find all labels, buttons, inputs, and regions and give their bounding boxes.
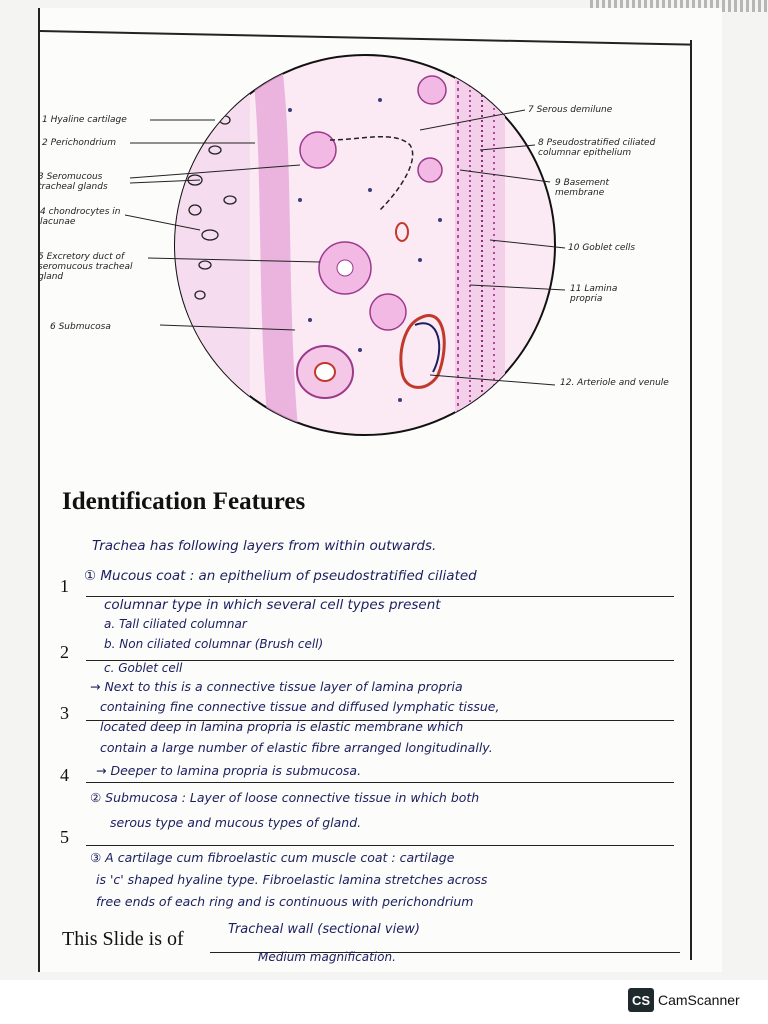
camscanner-watermark [628,988,740,1012]
diagram-label-2: 2 Perichondrium [42,138,116,148]
diagram-label-4: 4 chondrocytes in lacunae [40,207,121,227]
answer-rule-4 [86,782,674,783]
diagram-label-7: 7 Serous demilune [528,105,613,115]
note-line-3: a. Tall ciliated columnar [104,617,247,631]
slide-answer-2: Medium magnification. [258,950,396,964]
note-line-15: free ends of each ring and is continuous with perichondrium [96,894,474,909]
note-line-5: c. Goblet cell [104,661,183,675]
note-line-13: ③ A cartilage cum fibroelastic cum muscle coat : cartilage [90,850,455,865]
note-line-12: serous type and mucous types of gland. [110,815,362,830]
note-line-4: b. Non ciliated columnar (Brush cell) [104,637,324,651]
slide-label: This Slide is of [62,928,184,950]
diagram-label-8: 8 Pseudostratified ciliated columnar epithelium [538,138,656,158]
diagram-label-10: 10 Goblet cells [568,243,636,253]
note-line-0: Trachea has following layers from within outwards. [92,538,437,554]
diagram-label-6: 6 Submucosa [50,322,111,332]
note-line-7: containing fine connective tissue and diffused lymphatic tissue, [100,699,500,714]
diagram-label-3: 3 Seromucous tracheal glands [38,172,108,192]
diagram-label-5: 5 Excretory duct of seromucous tracheal gland [38,252,133,282]
note-line-11: ② Submucosa : Layer of loose connective tissue in which both [90,790,480,805]
row-number-5: 5 [60,827,69,847]
note-line-9: contain a large number of elastic fibre arranged longitudinally. [100,740,493,755]
diagram-label-9: 9 Basement membrane [555,178,610,198]
note-line-8: located deep in lamina propria is elastic membrane which [100,719,464,734]
note-line-6: → Next to this is a connective tissue layer of lamina propria [90,679,463,694]
row-number-1: 1 [60,576,69,596]
diagram-label-1: 1 Hyaline cartilage [42,115,127,125]
camscanner-text: CamScanner [658,992,740,1008]
row-number-3: 3 [60,703,69,723]
row-number-4: 4 [60,765,69,785]
note-line-1: ① Mucous coat : an epithelium of pseudostratified ciliated [84,568,477,584]
page-heading: Identification Features [62,488,306,515]
note-line-2: columnar type in which several cell types present [104,597,441,613]
row-number-2: 2 [60,642,69,662]
note-line-14: is 'c' shaped hyaline type. Fibroelastic lamina stretches across [96,872,488,887]
slide-answer: Tracheal wall (sectional view) [228,922,420,937]
camscanner-logo: CS [628,988,654,1012]
diagram-label-11: 11 Lamina propria [570,284,618,304]
answer-rule-5 [86,845,674,846]
diagram-label-12: 12. Arteriole and venule [560,378,669,388]
histology-diagram [0,0,768,480]
note-line-10: → Deeper to lamina propria is submucosa. [96,763,362,778]
